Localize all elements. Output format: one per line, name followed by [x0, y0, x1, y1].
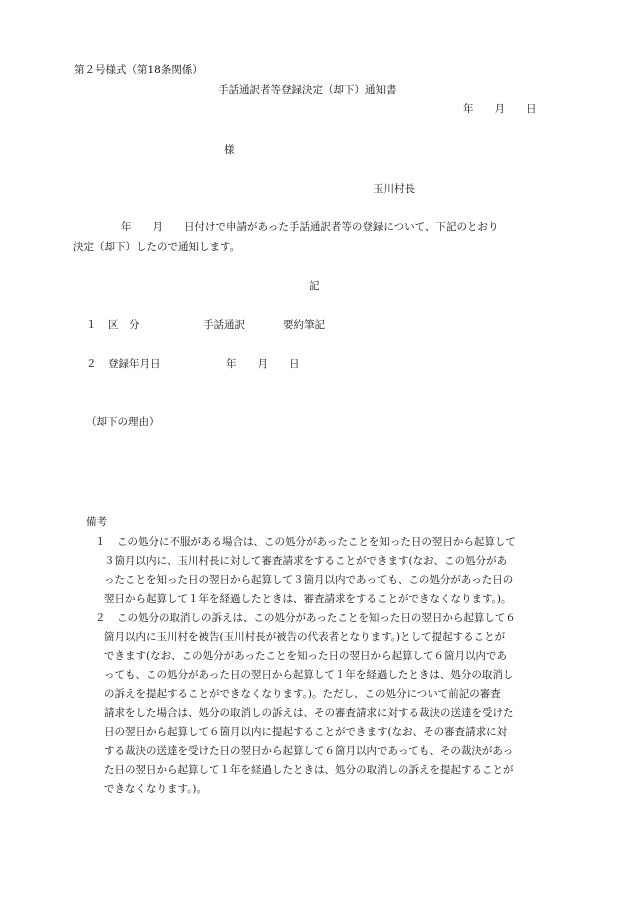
date-header: 年 月 日	[463, 103, 537, 115]
item2-number: ２	[86, 358, 97, 370]
note1-number: １	[95, 536, 106, 548]
note2-line: 箇月以内に玉川村を被告(玉川村長が被告の代表者となります。)として提起することが	[104, 631, 506, 643]
note2-line: っても、この処分があった日の翌日から起算して１年を経過したときは、処分の取消し	[104, 669, 514, 681]
reason-label: （却下の理由）	[86, 416, 160, 428]
form-label: 第２号様式（第18条関係）	[74, 64, 203, 76]
note1-line: ３箇月以内に、玉川村長に対して審査請求をすることができます(なお、この処分があ	[104, 555, 508, 567]
item1-number: １	[86, 319, 97, 331]
note2-line: できなくなります。)。	[104, 783, 208, 795]
note2-line: 請求をした場合は、処分の取消しの訴えは、その審査請求に対する裁決の送達を受けた	[104, 707, 514, 719]
note2-line: この処分の取消しの訴えは、この処分があったことを知った日の翌日から起算して６	[117, 612, 516, 624]
note1-line: この処分に不服がある場合は、この処分があったことを知った日の翌日から起算して	[117, 536, 516, 548]
note2-line: の訴えを提起することができなくなります。)。ただし、この処分について前記の審査	[104, 688, 501, 700]
note2-line: 日の翌日から起算して６箇月以内に提起することができます(なお、その審査請求に対	[104, 726, 508, 738]
note1-line: ったことを知った日の翌日から起算して３箇月以内であっても、この処分があった日の	[104, 574, 514, 586]
item2-label: 登録年月日	[108, 358, 161, 370]
addressee-suffix: 様	[224, 144, 235, 156]
note2-line: た日の翌日から起算して１年を経過したときは、処分の取消しの訴えを提起することが	[104, 764, 514, 776]
issuer-name: 玉川村長	[373, 183, 415, 195]
intro-line-1: 年 月 日付けで申請があった手話通訳者等の登録について、下記のとおり	[100, 221, 499, 233]
document-title: 手話通訳者等登録決定（却下）通知書	[218, 84, 397, 96]
note2-line: できます(なお、この処分があったことを知った日の翌日から起算して６箇月以内であ	[104, 650, 507, 662]
ki-heading: 記	[309, 280, 320, 292]
note2-number: ２	[95, 612, 106, 624]
item2-value: 年 月 日	[226, 358, 300, 370]
notes-title: 備考	[86, 516, 107, 528]
intro-line-2: 決定（却下）したので通知します。	[73, 241, 241, 253]
item1-label: 区 分	[108, 319, 140, 331]
item1-option-summary: 要約筆記	[283, 319, 325, 331]
note2-line: する裁決の送達を受けた日の翌日から起算して６箇月以内であっても、その裁決があっ	[104, 745, 514, 757]
note1-line: 翌日から起算して１年を経過したときは、審査請求をすることができなくなります。)。	[104, 593, 512, 605]
item1-option-sign: 手話通訳	[203, 319, 245, 331]
